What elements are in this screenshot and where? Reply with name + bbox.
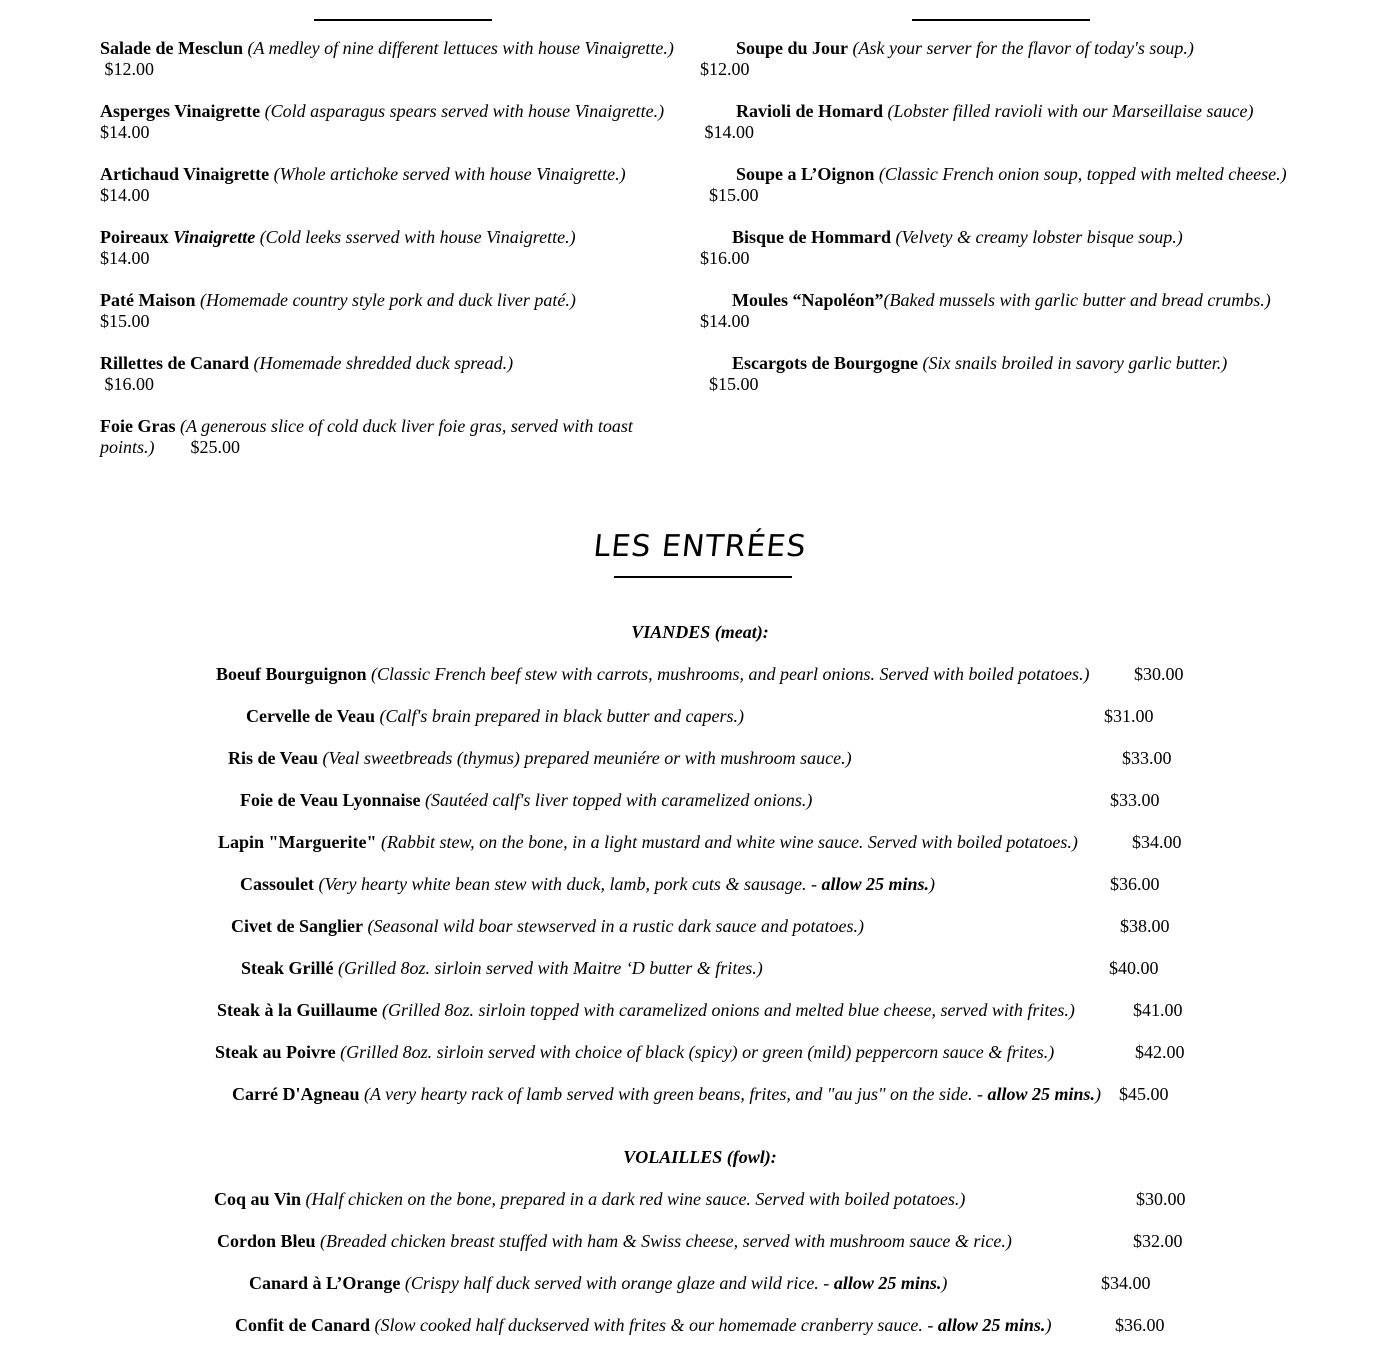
- menu-item: [100, 101, 680, 164]
- allow-note: allow 25 mins.: [821, 874, 929, 894]
- item-description: (Lobster filled ravioli with our Marseillaise sauce): [887, 101, 1254, 121]
- menu-item: [100, 416, 645, 458]
- item-price: $14.00: [100, 185, 150, 205]
- item-description: (Classic French beef stew with carrots, mushrooms, and pearl onions. Served with boiled potatoes.): [371, 664, 1090, 684]
- menu-item: [100, 38, 680, 101]
- entree-row: [0, 790, 1400, 832]
- item-name: Coq au Vin: [214, 1189, 302, 1209]
- entree-row: [0, 1084, 1400, 1126]
- menu-item: [100, 290, 680, 353]
- item-price: $15.00: [700, 374, 759, 394]
- entree-row: [0, 1273, 1400, 1315]
- item-description: (Classic French onion soup, topped with melted cheese.): [878, 164, 1287, 184]
- item-description: (Whole artichoke served with house Vinaigrette.): [273, 164, 626, 184]
- item-name: Boeuf Bourguignon: [216, 664, 367, 684]
- item-price: $32.00: [1133, 1231, 1183, 1251]
- item-description: (Velvety & creamy lobster bisque soup.): [895, 227, 1183, 247]
- item-price: $45.00: [1119, 1084, 1169, 1104]
- item-description: (Baked mussels with garlic butter and bread crumbs.): [883, 290, 1271, 310]
- item-price: $14.00: [700, 122, 754, 142]
- entree-row: [0, 1000, 1400, 1042]
- menu-item: [700, 227, 1390, 290]
- item-name: Steak à la Guillaume: [217, 1000, 378, 1020]
- item-price: $14.00: [100, 248, 150, 268]
- item-price: $25.00: [190, 437, 241, 457]
- item-name: Ravioli de Homard: [736, 101, 883, 121]
- item-description: (Seasonal wild boar stewserved in a rustic dark sauce and potatoes.): [367, 916, 864, 936]
- item-name-italic: Vinaigrette: [173, 227, 256, 247]
- item-description: (A medley of nine different lettuces with house Vinaigrette.): [247, 38, 674, 58]
- item-description: (Very hearty white bean stew with duck, lamb, pork cuts & sausage. -: [318, 874, 817, 894]
- entree-row: [0, 706, 1400, 748]
- item-price: $38.00: [1120, 916, 1170, 936]
- item-description: (Six snails broiled in savory garlic butter.): [922, 353, 1228, 373]
- item-description: (Ask your server for the flavor of today's soup.): [852, 38, 1194, 58]
- item-description: (Homemade shredded duck spread.): [253, 353, 514, 373]
- item-description: (Homemade country style pork and duck liver paté.): [199, 290, 576, 310]
- item-name: Soupe a L’Oignon: [736, 164, 875, 184]
- item-name: Moules “Napoléon”: [732, 290, 884, 310]
- item-price: $34.00: [1132, 832, 1182, 852]
- item-name: Asperges Vinaigrette: [100, 101, 261, 121]
- item-price: $36.00: [1115, 1315, 1165, 1335]
- item-name: Canard à L’Orange: [249, 1273, 401, 1293]
- entree-row: [0, 916, 1400, 958]
- item-price: $36.00: [1110, 874, 1160, 894]
- item-name: Poireaux: [100, 227, 169, 247]
- item-price: $30.00: [1136, 1189, 1186, 1209]
- item-description: (A generous slice of cold duck liver foie gras, served with toast points.): [100, 416, 633, 457]
- item-price: $14.00: [100, 122, 150, 142]
- top-rule-right: [912, 19, 1090, 21]
- entree-row: [0, 832, 1400, 874]
- entree-row: [0, 1231, 1400, 1273]
- entree-row: [0, 958, 1400, 1000]
- entree-row: [0, 664, 1400, 706]
- menu-item: [700, 101, 1390, 164]
- section-title-underline: [614, 576, 792, 578]
- item-name: Steak au Poivre: [215, 1042, 336, 1062]
- appetizers-right-column: [700, 38, 1390, 416]
- item-description: (Cold leeks sserved with house Vinaigrette.): [259, 227, 576, 247]
- item-price: $33.00: [1122, 748, 1172, 768]
- entree-row: [0, 1315, 1400, 1357]
- item-description: (Rabbit stew, on the bone, in a light mustard and white wine sauce. Served with boiled potatoes.): [380, 832, 1078, 852]
- item-name: Civet de Sanglier: [231, 916, 363, 936]
- allow-note: allow 25 mins.: [937, 1315, 1046, 1335]
- item-description: (Veal sweetbreads (thymus) prepared meuniére or with mushroom sauce.): [322, 748, 852, 768]
- item-name: Cassoulet: [240, 874, 315, 894]
- menu-item: [700, 290, 1390, 353]
- item-price: $14.00: [700, 311, 750, 331]
- item-price: $30.00: [1134, 664, 1184, 684]
- top-rule-left: [314, 19, 492, 21]
- item-description: (Grilled 8oz. sirloin served with Maitre ‘D butter & frites.): [338, 958, 763, 978]
- item-description-tail: ): [941, 1273, 948, 1293]
- item-description: (Grilled 8oz. sirloin served with choice of black (spicy) or green (mild) peppercorn sauce & frites.): [340, 1042, 1055, 1062]
- entree-row: [0, 1189, 1400, 1231]
- entree-row: [0, 874, 1400, 916]
- volailles-list: [0, 1189, 1400, 1357]
- menu-item: [100, 353, 680, 416]
- item-description: (Slow cooked half duckserved with frites & our homemade cranberry sauce. -: [374, 1315, 934, 1335]
- item-price: $42.00: [1135, 1042, 1185, 1062]
- item-name: Cordon Bleu: [217, 1231, 316, 1251]
- menu-item: [700, 164, 1390, 227]
- item-price: $12.00: [700, 59, 750, 79]
- item-price: $15.00: [100, 311, 150, 331]
- item-name: Lapin "Marguerite": [218, 832, 377, 852]
- item-name: Soupe du Jour: [736, 38, 849, 58]
- menu-item: [100, 227, 680, 290]
- item-name: Rillettes de Canard: [100, 353, 249, 373]
- item-description-tail: ): [928, 874, 935, 894]
- menu-item: [100, 164, 680, 227]
- item-description: (Breaded chicken breast stuffed with ham & Swiss cheese, served with mushroom sauce & rice.): [320, 1231, 1012, 1251]
- item-name: Artichaud Vinaigrette: [100, 164, 270, 184]
- item-price: $33.00: [1110, 790, 1160, 810]
- item-name: Paté Maison: [100, 290, 196, 310]
- item-description: (Calf's brain prepared in black butter and capers.): [379, 706, 744, 726]
- item-name: Foie Gras: [100, 416, 176, 436]
- item-description: (Crispy half duck served with orange glaze and wild rice. -: [404, 1273, 830, 1293]
- item-name: Cervelle de Veau: [246, 706, 375, 726]
- item-price: $16.00: [700, 248, 750, 268]
- item-name: Escargots de Bourgogne: [732, 353, 918, 373]
- category-heading-viandes: VIANDES (meat):: [631, 622, 769, 642]
- item-description: (Cold asparagus spears served with house Vinaigrette.): [264, 101, 665, 121]
- item-price: $40.00: [1109, 958, 1159, 978]
- item-price: $41.00: [1133, 1000, 1183, 1020]
- section-title: LES ENTRÉES: [591, 529, 809, 564]
- item-name: Steak Grillé: [241, 958, 334, 978]
- item-name: Bisque de Hommard: [732, 227, 892, 247]
- category-heading-volailles: VOLAILLES (fowl):: [623, 1147, 777, 1167]
- allow-note: allow 25 mins.: [833, 1273, 942, 1293]
- item-name: Carré D'Agneau: [232, 1084, 360, 1104]
- entree-row: [0, 748, 1400, 790]
- item-price: $34.00: [1101, 1273, 1151, 1293]
- item-name: Foie de Veau Lyonnaise: [240, 790, 421, 810]
- viandes-list: [0, 664, 1400, 1126]
- item-description: (Grilled 8oz. sirloin topped with caramelized onions and melted blue cheese, served with frites.): [382, 1000, 1075, 1020]
- entree-row: [0, 1042, 1400, 1084]
- item-description: (Sautéed calf's liver topped with caramelized onions.): [425, 790, 813, 810]
- item-description: (A very hearty rack of lamb served with green beans, frites, and "au jus" on the side. -: [363, 1084, 983, 1104]
- item-price: $15.00: [700, 185, 759, 205]
- item-description: (Half chicken on the bone, prepared in a dark red wine sauce. Served with boiled potatoes.): [305, 1189, 966, 1209]
- item-price: $16.00: [100, 374, 154, 394]
- item-description-tail: ): [1045, 1315, 1052, 1335]
- item-name: Confit de Canard: [235, 1315, 371, 1335]
- item-description-tail: ): [1095, 1084, 1102, 1104]
- menu-item: [700, 38, 1390, 101]
- menu-item: [700, 353, 1390, 416]
- item-price: $31.00: [1104, 706, 1154, 726]
- item-name: Salade de Mesclun: [100, 38, 244, 58]
- appetizers-left-column: [100, 38, 680, 458]
- allow-note: allow 25 mins.: [987, 1084, 1096, 1104]
- item-name: Ris de Veau: [228, 748, 319, 768]
- item-price: $12.00: [100, 59, 154, 79]
